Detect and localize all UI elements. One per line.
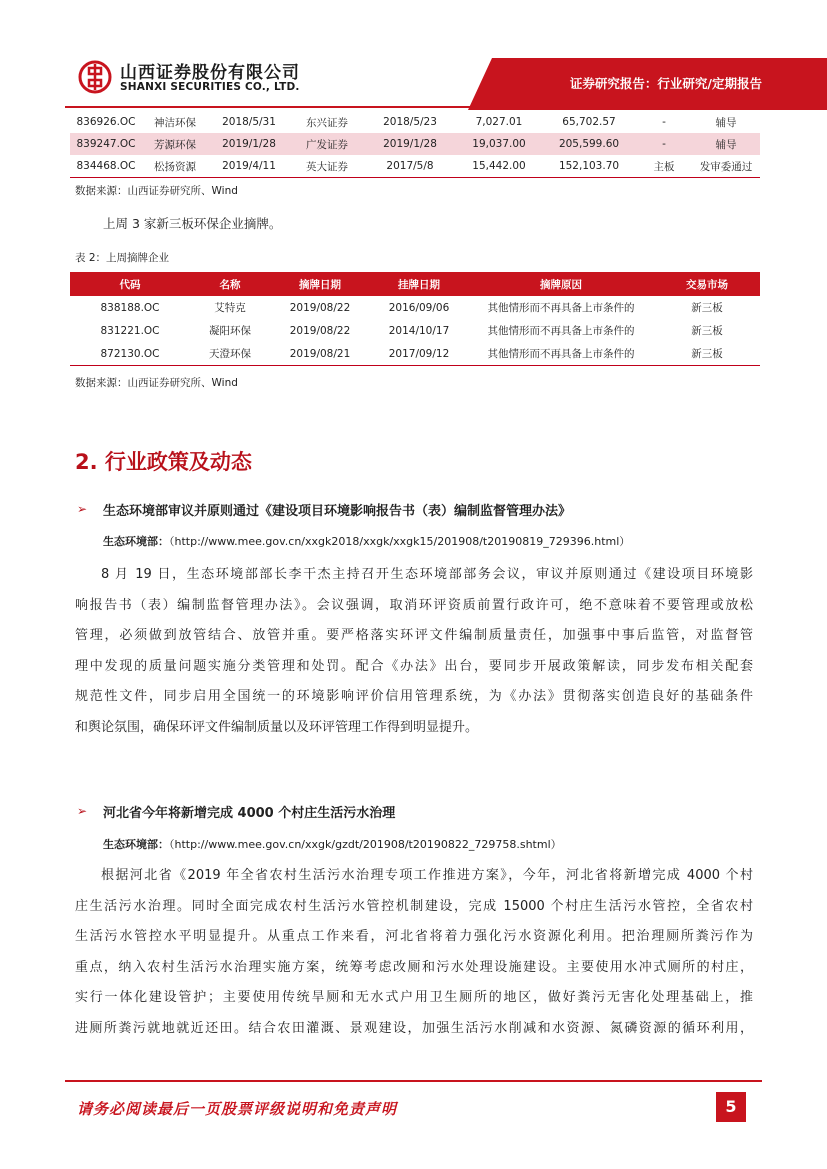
table-cell: 15,442.00 [456, 155, 542, 178]
table-cell: 天澄环保 [190, 342, 270, 366]
table-cell: 839247.OC [70, 133, 142, 155]
table-cell: 辅导 [715, 116, 737, 129]
table-row [70, 111, 760, 133]
paragraph-line: 实行一体化建设管护；主要使用传统旱厕和无水式户用卫生厕所的地区，做好粪污无害化处理基础上，推 [75, 990, 753, 1005]
column-header: 挂牌日期 [370, 272, 468, 296]
news-source-label: 生态环境部： [103, 838, 169, 851]
column-header: 代码 [70, 272, 190, 296]
delist-intro-text: 上周 3 家新三板环保企业摘牌。 [103, 216, 282, 231]
table1-source: 数据来源：山西证券研究所、Wind [75, 185, 238, 197]
table-cell: 2014/10/17 [388, 324, 450, 337]
paragraph-line: 管理，必须做到放管结合、放管并重。要严格落实环评文件编制质量责任，加强事中事后监管，对监督管 [75, 628, 753, 643]
footer-divider [65, 1080, 762, 1082]
table-cell: 辅导 [692, 133, 760, 155]
table-cell: 其他情形而不再具备上市条件的 [487, 325, 635, 337]
news-title: 河北省今年将新增完成 4000 个村庄生活污水治理 [103, 806, 396, 821]
news-source-url: （http://www.mee.gov.cn/xxgk/gzdt/201908/t20190822_729758.shtml） [169, 838, 562, 851]
table-cell: - [636, 133, 692, 155]
table-cell: 松扬资源 [142, 155, 208, 178]
table-cell: 2019/1/28 [364, 133, 456, 155]
section-title: 2. 行业政策及动态 [75, 450, 252, 474]
table-cell: 2019/08/21 [270, 342, 370, 366]
table-cell: 英大证券 [290, 155, 364, 178]
table-cell: 831221.OC [100, 324, 160, 337]
company-name-cn: 山西证券股份有限公司 [120, 63, 300, 83]
news-source [103, 533, 630, 549]
paragraph-line: 和舆论氛围，确保环评文件编制质量以及环评管理工作得到明显提升。 [75, 719, 479, 735]
table-cell: 2019/4/11 [208, 155, 290, 178]
table-cell: 神洁环保 [154, 116, 196, 129]
table-cell: 主板 [636, 155, 692, 178]
table-cell: 其他情形而不再具备上市条件的 [468, 342, 654, 366]
table-cell: 2018/5/31 [222, 116, 276, 128]
paragraph-line: 规范性文件，同步启用全国统一的环境影响评价信用管理系统，为《办法》贯彻落实创造良好的基础条件 [75, 689, 753, 704]
table2-title: 表 2：上周摘牌企业 [75, 252, 170, 264]
table-cell: 838188.OC [100, 301, 160, 314]
table-cell: 艾特克 [214, 302, 246, 314]
news-paragraph [75, 861, 753, 1044]
page-number: 5 [716, 1092, 746, 1122]
table-cell: 新三板 [691, 302, 723, 314]
table-row [70, 296, 760, 319]
delisted-table [70, 272, 760, 366]
header-band [0, 0, 827, 110]
paragraph-line: 进厕所粪污就地就近还田。结合农田灌溉、景观建设，加强生活污水削减和水资源、氮磷资源的循环利用， [75, 1020, 753, 1036]
news-paragraph [75, 560, 753, 743]
news-source-label: 生态环境部： [103, 535, 169, 548]
table-row [70, 342, 760, 366]
table-cell: 新三板 [691, 325, 723, 337]
news-title: 生态环境部审议并原则通过《建设项目环境影响报告书（表）编制监督管理办法》 [103, 504, 572, 519]
paragraph-line: 重点，纳入农村生活污水治理实施方案，统筹考虑改厕和污水处理设施建设。主要使用水冲式厕所的村庄， [75, 959, 753, 975]
table-cell: 发审委通过 [692, 155, 760, 178]
company-name-en: SHANXI SECURITIES CO., LTD. [120, 81, 300, 93]
paragraph-line: 根据河北省《2019 年全省农村生活污水治理专项工作推进方案》，今年，河北省将新增完成 4000 个村 [101, 868, 753, 883]
table-cell: 2019/08/22 [289, 301, 351, 314]
table-row [70, 319, 760, 342]
paragraph-line: 响报告书（表）编制监督管理办法》。会议强调，取消环评资质前置行政许可，绝不意味着不要管理或放松 [75, 597, 753, 613]
report-type-label: 证券研究报告：行业研究/定期报告 [569, 76, 762, 91]
paragraph-line: 生活污水管控水平明显提升。从重点工作来看，河北省将着力强化污水资源化利用。把治理厕所粪污作为 [75, 929, 753, 944]
table-cell: 其他情形而不再具备上市条件的 [487, 302, 635, 314]
table-cell: 7,027.01 [475, 116, 523, 128]
news-source [103, 836, 562, 852]
column-header: 名称 [190, 272, 270, 296]
table-cell: 836926.OC [76, 116, 136, 128]
table-cell: 广发证券 [290, 133, 364, 155]
paragraph-line: 理中发现的质量问题实施分类管理和处罚。配合《办法》出台，要同步开展政策解读，同步发布相关配套 [75, 658, 753, 674]
table-cell: 凝阳环保 [209, 325, 251, 337]
table-cell: 2017/09/12 [370, 342, 468, 366]
table2-source: 数据来源：山西证券研究所、Wind [75, 377, 238, 389]
table-header-row [70, 272, 760, 296]
table-row [70, 155, 760, 178]
column-header: 摘牌日期 [270, 272, 370, 296]
column-header: 摘牌原因 [468, 272, 654, 296]
bullet-arrow-icon: ➢ [77, 804, 88, 818]
table-cell: 2019/1/28 [208, 133, 290, 155]
table-cell: 2018/5/23 [383, 116, 437, 128]
news-source-url: （http://www.mee.gov.cn/xxgk2018/xxgk/xxgk15/201908/t20190819_729396.html） [169, 535, 631, 548]
bullet-arrow-icon: ➢ [77, 502, 88, 516]
table-cell: 19,037.00 [456, 133, 542, 155]
table-cell: 65,702.57 [562, 116, 616, 128]
paragraph-line: 8 月 19 日，生态环境部部长李干杰主持召开生态环境部部务会议，审议并原则通过《建设项目环境影 [101, 567, 753, 582]
table-cell: - [662, 116, 666, 128]
footer-disclaimer: 请务必阅读最后一页股票评级说明和免责声明 [77, 1100, 398, 1118]
table-cell: 205,599.60 [542, 133, 636, 155]
column-header: 交易市场 [654, 272, 760, 296]
table-cell: 东兴证券 [306, 116, 348, 129]
table-cell: 2017/5/8 [364, 155, 456, 178]
table-cell: 152,103.70 [542, 155, 636, 178]
table-cell: 新三板 [654, 342, 760, 366]
paragraph-line: 庄生活污水治理。同时全面完成农村生活污水管控机制建设，完成 15000 个村庄生活污水管控，全省农村 [75, 898, 753, 914]
company-logo-icon [78, 60, 112, 94]
table-row [70, 133, 760, 155]
table-cell: 芳源环保 [142, 133, 208, 155]
table-cell: 2016/09/06 [388, 301, 450, 314]
ipo-table [70, 111, 760, 178]
table-cell: 2019/08/22 [289, 324, 351, 337]
table-cell: 834468.OC [70, 155, 142, 178]
table-cell: 872130.OC [70, 342, 190, 366]
